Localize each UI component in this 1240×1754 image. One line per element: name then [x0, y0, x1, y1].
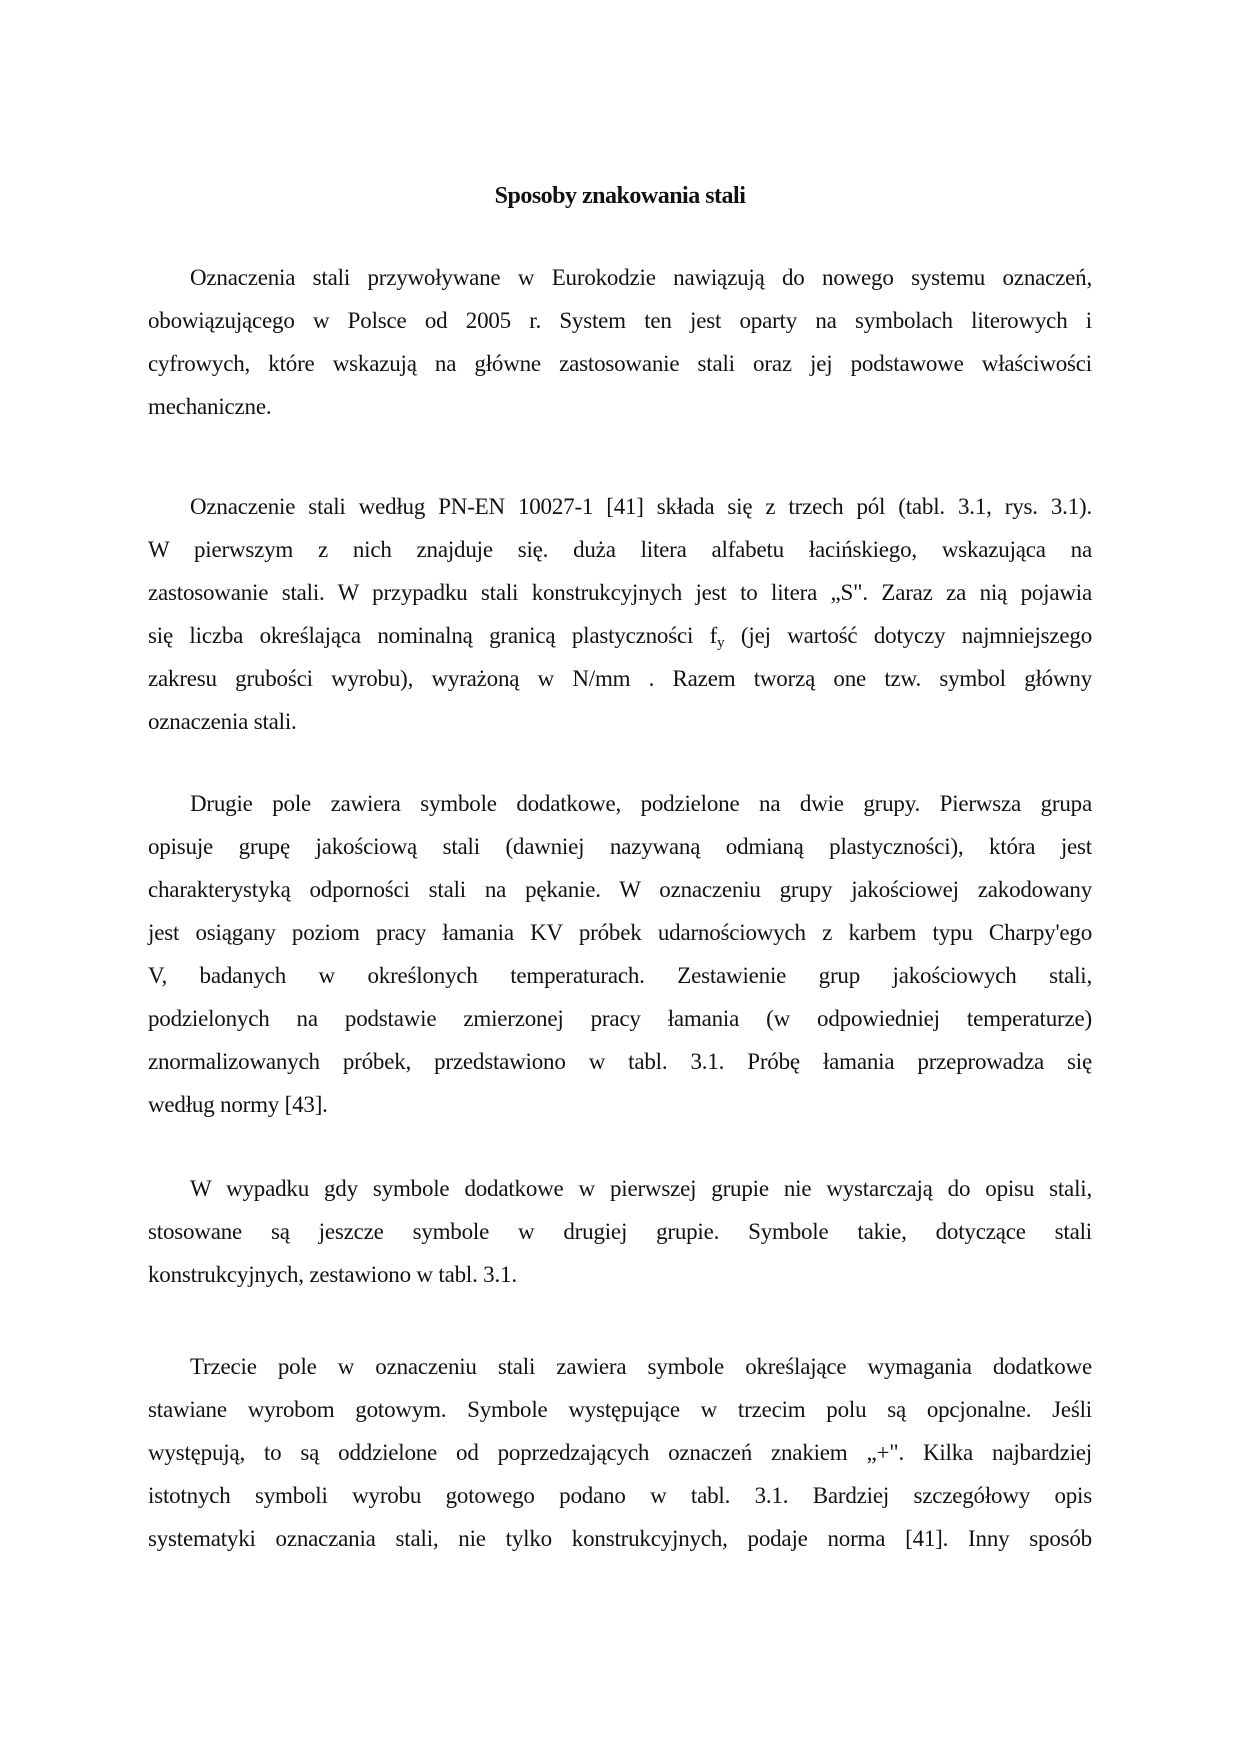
paragraph-5 [148, 1345, 1092, 1560]
text-line: systematyki oznaczania stali, nie tylko konstrukcyjnych, podaje norma [41]. Inny sposób [148, 1526, 1092, 1551]
text-line: Oznaczenia stali przywoływane w Eurokodzie nawiązują do nowego systemu oznaczeń, [190, 265, 1092, 290]
text-line: stosowane są jeszcze symbole w drugiej grupie. Symbole takie, dotyczące stali [148, 1219, 1092, 1244]
text-line: mechaniczne. [148, 394, 272, 419]
text-line: Trzecie pole w oznaczeniu stali zawiera symbole określające wymagania dodatkowe [190, 1354, 1092, 1379]
text-line: podzielonych na podstawie zmierzonej pracy łamania (w odpowiedniej temperaturze) [148, 1006, 1092, 1031]
text-line: istotnych symboli wyrobu gotowego podano w tabl. 3.1. Bardziej szczegółowy opis [148, 1483, 1092, 1508]
subscript-y: y [717, 635, 725, 651]
text-line: oznaczenia stali. [148, 709, 297, 734]
text-line: opisuje grupę jakościową stali (dawniej nazywaną odmianą plastyczności), która jest [148, 834, 1092, 859]
paragraph-4 [148, 1167, 1092, 1296]
text-line-with-subscript [148, 614, 1092, 657]
text-line: zastosowanie stali. W przypadku stali konstrukcyjnych jest to litera „S". Zaraz za nią pojawia [148, 580, 1092, 605]
text-line: V, badanych w określonych temperaturach. Zestawienie grup jakościowych stali, [148, 963, 1092, 988]
page-title: Sposoby znakowania stali [494, 183, 746, 209]
text-line: obowiązującego w Polsce od 2005 r. System ten jest oparty na symbolach literowych i [148, 308, 1092, 333]
text-line: zakresu grubości wyrobu), wyrażoną w N/mm . Razem tworzą one tzw. symbol główny [148, 666, 1092, 691]
text-line: występują, to są oddzielone od poprzedzających oznaczeń znakiem „+". Kilka najbardziej [148, 1440, 1092, 1465]
paragraph-1 [148, 256, 1092, 428]
text-line: konstrukcyjnych, zestawiono w tabl. 3.1. [148, 1262, 517, 1287]
text-line: W pierwszym z nich znajduje się. duża litera alfabetu łacińskiego, wskazująca na [148, 537, 1092, 562]
text-line: charakterystyką odporności stali na pękanie. W oznaczeniu grupy jakościowej zakodowany [148, 877, 1092, 902]
paragraph-2 [148, 485, 1092, 743]
text-line: stawiane wyrobom gotowym. Symbole występujące w trzecim polu są opcjonalne. Jeśli [148, 1397, 1092, 1422]
text-segment: (jej wartość dotyczy najmniejszego [724, 623, 1093, 648]
text-line: jest osiągany poziom pracy łamania KV próbek udarnościowych z karbem typu Charpy'ego [148, 920, 1092, 945]
text-line: cyfrowych, które wskazują na główne zastosowanie stali oraz jej podstawowe właściwości [148, 351, 1092, 376]
text-segment: się liczba określająca nominalną granicą plastyczności f [148, 623, 718, 648]
paragraph-3 [148, 782, 1092, 1126]
text-line: znormalizowanych próbek, przedstawiono w tabl. 3.1. Próbę łamania przeprowadza się [148, 1049, 1092, 1074]
text-line: Oznaczenie stali według PN-EN 10027-1 [41] składa się z trzech pól (tabl. 3.1, rys. 3.1). [190, 494, 1092, 519]
text-line: W wypadku gdy symbole dodatkowe w pierwszej grupie nie wystarczają do opisu stali, [190, 1176, 1092, 1201]
text-line: Drugie pole zawiera symbole dodatkowe, podzielone na dwie grupy. Pierwsza grupa [190, 791, 1092, 816]
text-line: według normy [43]. [148, 1092, 328, 1117]
